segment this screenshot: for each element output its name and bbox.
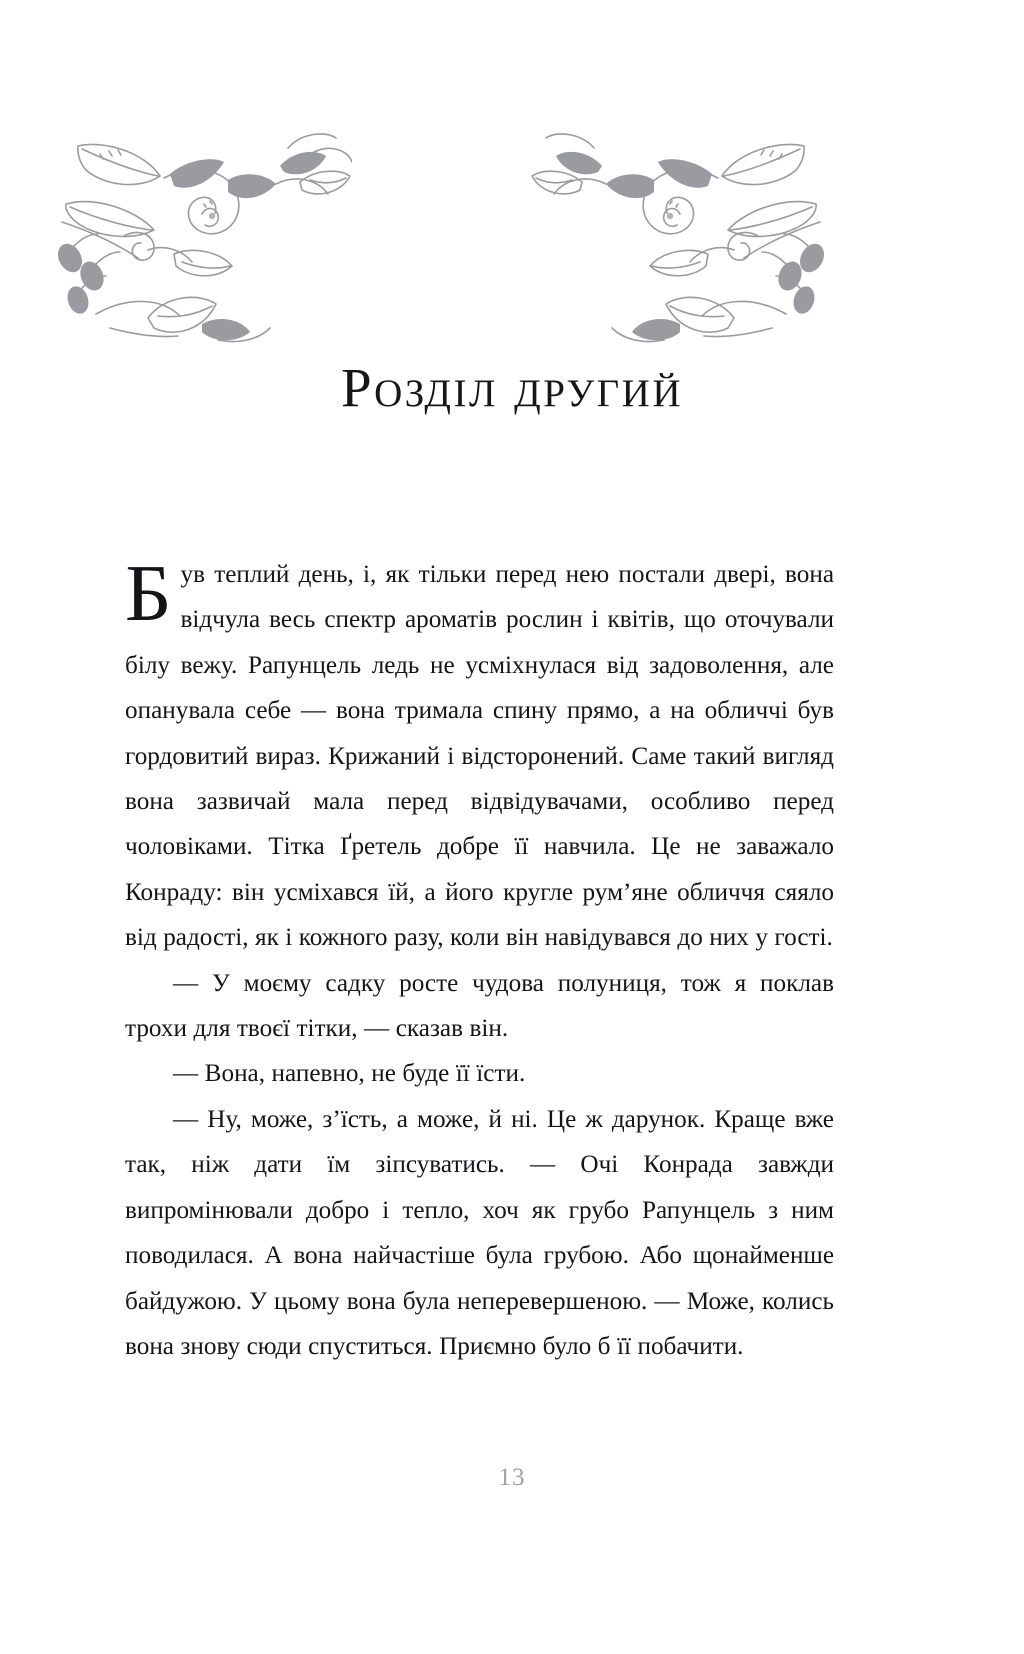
chapter-title: Розділ другий [340,356,683,418]
floral-ornament-left [52,118,352,348]
paragraph-dialogue-1: — У моєму садку росте чудова полуниця, тож я поклав трохи для твоєї тітки, — сказав він. [125,969,834,1043]
paragraph-opening [125,548,834,961]
paragraph-dialogue-2: — Вона, напевно, не буде її їсти. [173,1060,526,1088]
body-text-block [125,548,834,1369]
page-number: 13 [498,1464,526,1491]
paragraph-text: ув теплий день, і, як тільки перед нею постали двері, вона відчула весь спектр ароматів рослин і квітів, що оточували білу вежу. Рапунцель ледь не усміхнулася від задоволення, але опанувала себе — вона тримала спину прямо, а на обличчі був гордовитий вираз. Крижаний і відсторонений. Саме такий вигляд вона зазвичай мала перед відвідувачами, особливо перед чоловіками. Тітка Ґретель добре її навчила. Це не заважало Конраду: він усміхався їй, а його кругле рум’яне обличчя сяяло від радості, як і кожного разу, коли він навідувався до них у гості. [125,561,834,952]
drop-cap: Б [125,548,172,638]
paragraph-dialogue-3: — Ну, може, з’їсть, а може, й ні. Це ж дарунок. Краще вже так, ніж дати їм зіпсуватись. — Очі Конрада завжди випромінювали добро і тепло, хоч як грубо Рапунцель з ним поводилася. А вона найчастіше була грубою. Або щонайменше байдужою. У цьому вона була неперевершеною. — Може, колись вона знову сюди спуститься. Приємно було б її побачити. [125,1105,834,1360]
floral-ornament-right [530,118,900,348]
